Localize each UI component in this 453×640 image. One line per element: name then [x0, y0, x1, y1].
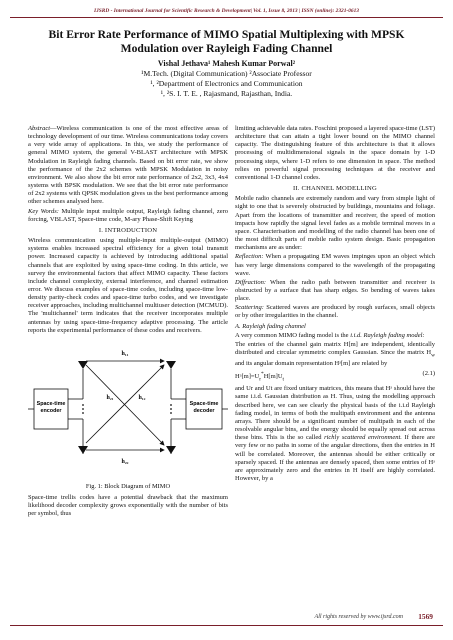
tx-label-1: Space-time: [36, 400, 66, 407]
rx-label-1: Space-time: [189, 400, 219, 407]
title-block: [20, 28, 433, 99]
p4-text: The entries of the channel gain matrix H[m] are independent, identically distributed and circular symmetric complex Gaussian. Since the matrix H: [235, 340, 435, 357]
abstract: [28, 125, 228, 207]
header-divider: [10, 17, 443, 18]
affiliation-1: ¹M.Tech. (Digital Communication) ²Associate Professor: [141, 69, 312, 78]
rx-label-2: decoder: [193, 407, 215, 414]
right-paragraph-2: Mobile radio channels are extremely random and vary from simple light of sight to one that is severely obstructed by buildings, mountains and foliage. Apart from the locations of transmitter and receiver, the speed of motion impacts how rapidly the signal level fades as a mobile terminal moves in a space. Characterisation and modelling of the radio channel has been one of the most difficult parts of mobile radio system design. Basic propagation mechanisms are as under:: [235, 195, 435, 252]
rx-antenna-1: [166, 361, 186, 399]
scattering-text: Scattered waves are produced by rough surfaces, small objects or by other irregularities in the channel.: [235, 304, 435, 320]
equation-number: (2.1): [422, 369, 435, 377]
tx-antenna-1: [68, 361, 88, 399]
scattering-label: Scattering:: [235, 304, 264, 312]
left-column: [28, 125, 228, 520]
label-h22: h₂₂: [121, 458, 129, 465]
right-paragraph-1: limiting achievable data rates. Foschini proposed a layered space-time (LST) architecture that can attain a tight lower bound on the MIMO channel capacity. The distinguishing feature of this architecture is that it allows processing of multidimensional signals in the space domain by 1-D processing steps, where 1-D refers to one dimension in space. The method relies on powerful signal processing techniques at the receiver and conventional 1-D channel codes.: [235, 125, 435, 181]
reflection-label: Reflection:: [235, 253, 264, 261]
scattering-paragraph: [235, 304, 435, 320]
page-number: 1569: [418, 612, 433, 621]
label-h11: h₁₁: [121, 350, 129, 357]
right-paragraph-5: [235, 385, 435, 483]
footer-copyright: All rights reserved by www.ijsrd.com: [314, 614, 403, 620]
right-paragraph-4: [235, 341, 435, 368]
title-line-1: Bit Error Rate Performance of MIMO Spatial Multiplexing with MPSK: [48, 28, 405, 41]
after-figure-paragraph: Space-time trellis codes have a potential drawback that the maximum likelihood decoder complexity grows exponentially with the number of bits per symbol, thus: [28, 494, 228, 518]
keywords: [28, 208, 228, 224]
p3-text: A very common MIMO fading model is the: [235, 331, 351, 339]
section-heading-intro: I. INTRODUCTION: [98, 226, 158, 234]
p5-text: and Ur and Ut are fixed unitary matrices, this means that Hᵃ should have the same i.i.d. Gaussian distribution as H. Thus, using the modelling approach described here, we can see clearly the physical basis of the i.i.d Rayleigh fading model, in terms of both the multipath environment and the antenna arrays. There should be a significant number of multipath in each of the resolvable angular bins, and the energy should be equally spread out across these bins. This is the so called: [235, 385, 435, 442]
equation-body: Hᵃ[m]=U: [235, 372, 260, 380]
tx-label-2: encoder: [40, 407, 62, 414]
paper-title: [20, 28, 433, 56]
affiliation-2: ¹, ²Department of Electronics and Communication: [150, 79, 303, 88]
affiliation-3: ¹, ²S. I. T. E. , Rajasmand, Rajasthan, India.: [160, 89, 293, 98]
p3-italic: i.i.d. Rayleigh fading model:: [350, 331, 425, 339]
p4-text-b: and its angular domain representation Hᵃ[m] are related by: [235, 359, 388, 367]
label-h21: h₂₁: [106, 394, 114, 401]
section-heading-channel: II. CHANNEL MODELLING: [293, 185, 377, 193]
authors: Vishal Jethava¹ Mahesh Kumar Porwal²: [157, 59, 296, 68]
label-h12: h₁₂: [138, 394, 146, 401]
abstract-label: Abstract: [28, 125, 51, 132]
keywords-text: Multiple input multiple output, Rayleigh fading channel, zero forcing, VBLAST, Space-time code, M-ary Phase-Shift Keying: [28, 207, 229, 223]
equation-2-1: [235, 370, 435, 384]
right-column: [235, 125, 435, 484]
journal-header: IJSRD - International Journal for Scientific Research & Development| Vol. 1, Issue 8, 2013 | ISSN (online): 2321-0613: [93, 8, 360, 14]
reflection-text: When a propagating EM waves impinges upon an object which has very large dimensions compared to the wavelength of the propagating wave.: [235, 253, 435, 277]
equation-text: $Hᵃ[m]=U_r^*H[m]U_t$: [235, 370, 285, 383]
p5-italic: richly scattered environment.: [324, 434, 402, 442]
figure-caption: Fig. 1: Block Diagram of MIMO: [85, 482, 171, 490]
right-paragraph-3: [235, 332, 435, 340]
footer-divider: [10, 625, 443, 626]
diffraction-label: Diffraction:: [235, 278, 267, 286]
subsection-heading-rayleigh: A. Rayleigh fading channel: [235, 322, 306, 330]
diffraction-text: When the radio path between transmitter and receiver is obstructed by a surface that has sharp edges. So bending of waves takes place.: [235, 278, 435, 303]
p4-sub: w: [431, 352, 435, 359]
keywords-label: Key Words:: [28, 207, 59, 215]
tx-antenna-2: [68, 419, 88, 454]
rx-antenna-2: [166, 419, 186, 454]
tx-antenna-dots: [82, 404, 84, 414]
abstract-text: —Wireless communication is one of the most effective areas of technology development of our time. Wireless communications today covers a very wide array of applications. In this, we study the performance of general MIMO system, the general V-BLAST architecture with MPSK Modulation in Rayleigh fading channels. Based on bit error rate, we show the performance of the 2x2 schemes with MPSK Modulation in noisy environment. We also show the bit error rate performance of 2x2, 3x3, 4x4 systems with BPSK modulation. We see that the bit error rate performance of 2x2 systems with QPSK modulation gives us the best performance among other schemes analysed here.: [28, 125, 228, 206]
reflection-paragraph: [235, 253, 435, 277]
rx-antenna-dots: [170, 404, 172, 414]
mimo-block-diagram: [28, 339, 228, 481]
p5-text-b: If there are very few or no paths in some of the angular directions, then the entries in H will be correlated. Moreover, the antennas should be either critically or sparsely spaced. If the antennas are densely spaced, then some entries of Hᵃ are approximately zero and the entries in H itself are highly correlated. However, by a: [235, 434, 435, 482]
intro-paragraph: Wireless communication using multiple-input multiple-output (MIMO) systems enables increased spectral efficiency for a given total transmit power. Increased capacity is achieved by introducing additional spatial channels that are exploited by using space-time coding. In this article, we survey the environmental factors that affect MIMO capacity. These factors include channel complexity, external interference, and channel estimation error. We discuss examples of space-time codes, including space-time low-density parity-check codes and space-time turbo codes, and we investigate receiver approaches, including multichannel multiuser detection (MCMUD). The 'multichannel' term indicates that the receiver incorporates multiple antennas by using space-time-frequency adaptive processing. The article reports the experimental performance of these codes and receivers.: [28, 237, 228, 334]
title-line-2: Modulation over Rayleigh Fading Channel: [120, 42, 333, 55]
mimo-diagram-svg: [28, 339, 228, 481]
diffraction-paragraph: [235, 279, 435, 303]
